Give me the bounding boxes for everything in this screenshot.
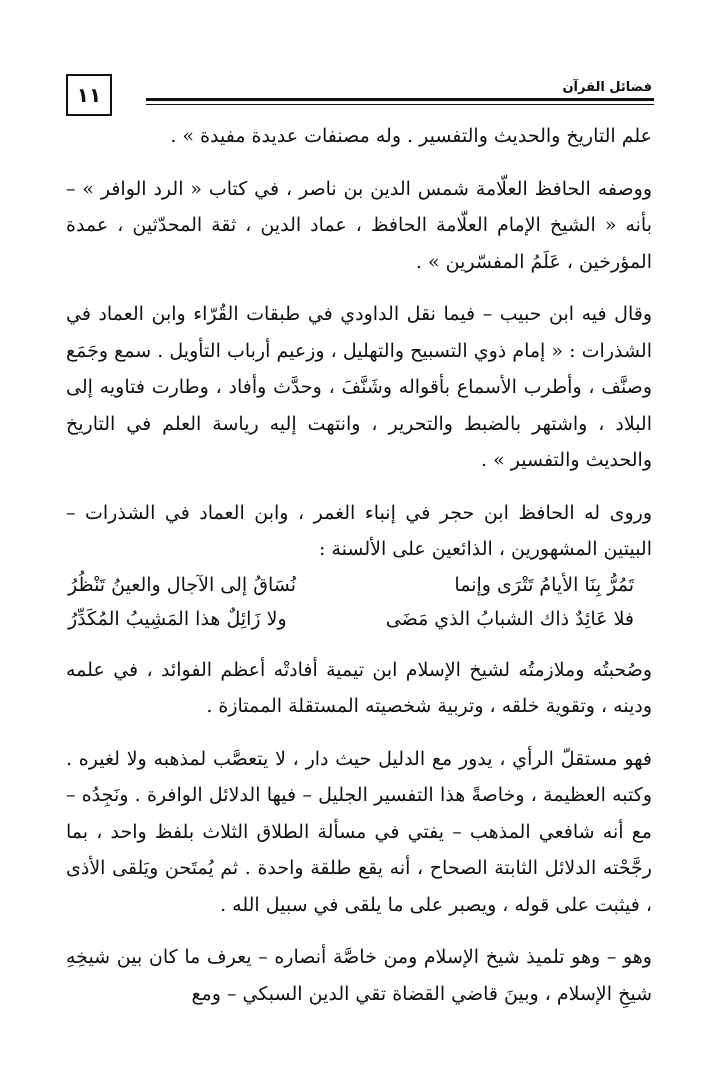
paragraph-7 [66, 939, 652, 1012]
page-number: ١١ [66, 74, 112, 116]
header-rule-thin [146, 104, 654, 105]
text-line: فهو مستقلّ الرأي ، يدور مع الدليل حيث دار ، لا يتعصَّب لمذهبه [153, 747, 652, 770]
poem-verse-1 [66, 568, 652, 602]
poem-hemistich-first: تَمُرُّ بِنَا الأيامُ تَتْرَى وإنما [454, 573, 634, 596]
header-rule-thick [146, 98, 654, 101]
text-line: فتاويه إلى البلاد ، واشتهر بالضبط والتحرير ، وانتهت إليه رياسة العلم في [66, 376, 652, 435]
text-line: علمه ودينه ، وتقوية خلقه ، وتربية شخصيته المستقلة الممتازة . [66, 658, 652, 717]
text-line: وهو – وهو تلميذ شيخ الإسلام ومن خاصَّة أنصاره – يعرف ما كان [148, 946, 652, 968]
text-line: وصُحبتُه وملازمتُه لشيخ الإسلام ابن تيمية أفادتْه أعظم الفوائد ، في [113, 658, 653, 681]
text-line: وروى له الحافظ ابن حجر في إنباء الغمر ، وابن العماد في الشذرات – [66, 501, 652, 524]
text-line: يُمتَحن ويَلقى الأذى ، فيثبت على قوله ، ويصبر على ما يلقى في سبيل الله . [66, 857, 652, 916]
text-line: بلفظ واحد ، بما رجَّحْته الدلائل الثابتة الصحاح ، أنه يقع طلقة واحدة . ثم [66, 820, 652, 879]
text-line: ولا لغيره . وكتبه العظيمة ، وخاصةً هذا التفسير الجليل – فيها الدلائل [66, 747, 652, 806]
text-line: في الشذرات : « إمام ذوي التسبيح والتهليل ، وزعيم أرباب التأويل . سمع [66, 303, 652, 362]
text-line: التاريخ والحديث والتفسير » . [66, 412, 652, 471]
text-line: وقال فيه ابن حبيب – فيما نقل الداودي في طبقات القُرّاء وابن العماد [98, 303, 652, 325]
text-line: ووصفه الحافظ العلّامة شمس الدين بن ناصر ، في كتاب « الرد [153, 177, 652, 200]
poem-hemistich-first: فلا عَائِدٌ ذاك الشبابُ الذي مَضَى [385, 607, 634, 630]
text-line: الوافر » – بأنه « الشيخ الإمام العلّامة الحافظ ، عماد الدين ، ثقة المحدّثين ، [66, 177, 652, 236]
paragraph-4 [66, 495, 652, 568]
poem-hemistich-second: ولا زَائِلٌ هذا المَشِيبُ المُكَدِّرُ [68, 607, 287, 630]
poem [66, 568, 652, 636]
paragraph-6 [66, 741, 652, 924]
paragraph-5 [66, 652, 652, 725]
text-line: وجَمَع وصنَّف ، وأطرب الأسماع بأقواله وشَنَّفَ ، وحدَّث وأفاد ، وطارت [66, 339, 652, 398]
paragraph-1 [66, 118, 652, 155]
text-line: عمدة المؤرخين ، عَلَمُ المفسّرين » . [66, 214, 652, 273]
running-title: فضائل القرآن [562, 80, 652, 95]
poem-hemistich-second: نُسَاقُ إلى الآجال والعينُ تَنْظُرُ [68, 573, 296, 596]
poem-verse-2 [66, 602, 652, 636]
text-line: علم التاريخ والحديث والتفسير . وله مصنفات عديدة مفيدة » . [170, 125, 652, 147]
text-line: الوافرة . ونَجِدُه – مع أنه شافعي المذهب – يفتي في مسألة الطلاق الثلاث [66, 784, 652, 843]
text-line: البيتين المشهورين ، الذائعين على الألسنة : [319, 538, 652, 560]
body-text [66, 118, 652, 1012]
text-line: بين شيخِهِ شيخِ الإسلام ، وبينَ قاضي القضاة تقي الدين السبكي – ومع [66, 946, 652, 1005]
paragraph-3 [66, 296, 652, 479]
paragraph-2 [66, 171, 652, 281]
